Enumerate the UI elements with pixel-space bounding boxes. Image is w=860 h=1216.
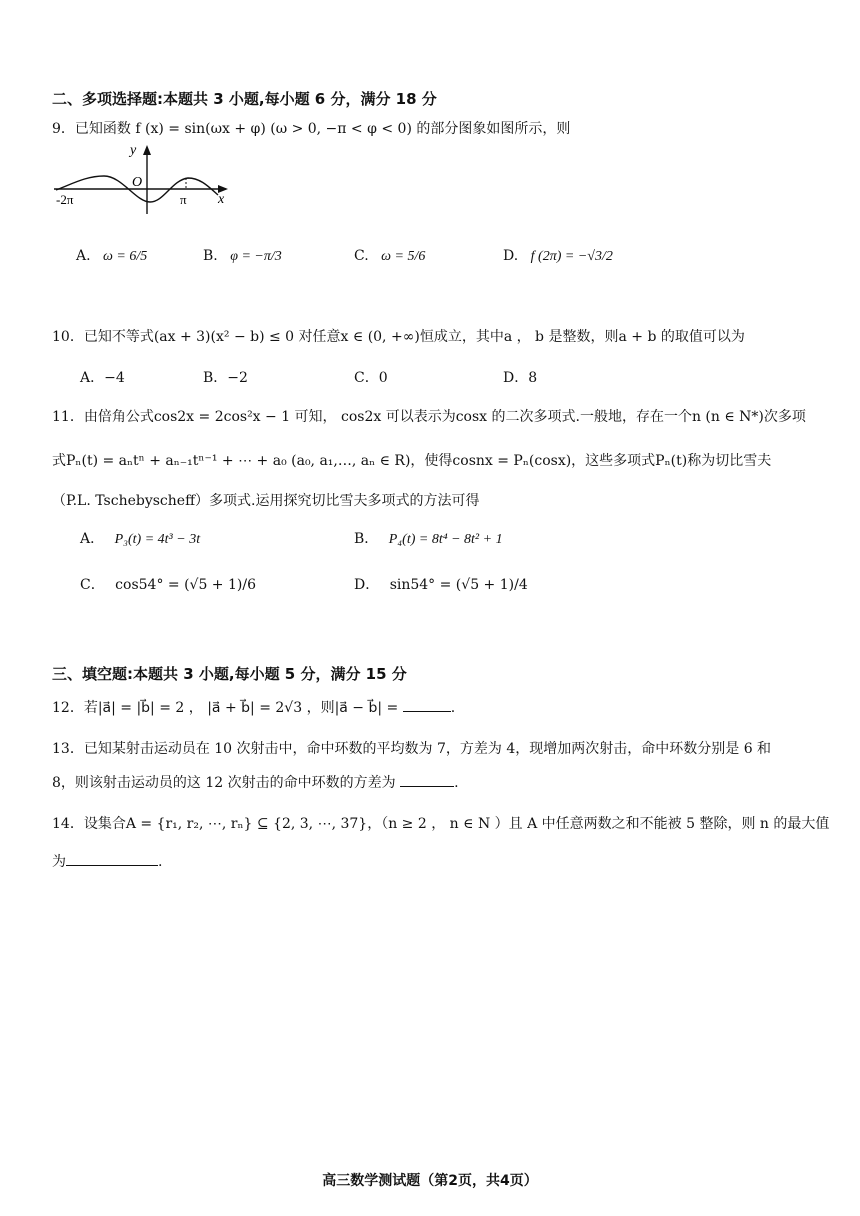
y-axis-label: y bbox=[130, 143, 137, 158]
option-text: −4 bbox=[104, 370, 125, 386]
option-text: sin54° = (√5 + 1)/4 bbox=[389, 577, 528, 593]
q14-answer-blank[interactable] bbox=[66, 851, 158, 866]
section-3-title: 三、填空题:本题共 3 小题,每小题 5 分，满分 15 分 bbox=[52, 665, 407, 683]
option-label: D. bbox=[503, 248, 519, 264]
tick-pi: π bbox=[180, 192, 187, 207]
option-text: P₃(t) = 4t³ − 3t bbox=[114, 532, 201, 547]
q9-option-d bbox=[503, 248, 613, 265]
section-2-title: 二、多项选择题:本题共 3 小题,每小题 6 分，满分 18 分 bbox=[52, 90, 437, 108]
origin-label: O bbox=[132, 175, 143, 190]
q14-line-1: 14．设集合A = {r₁, r₂, ⋯, rₙ} ⊆ {2, 3, ⋯, 37}，（n ≥ 2 ， n ∈ N ）且 A 中任意两数之和不能被 5 整除，则 n 的最大值 bbox=[52, 816, 830, 832]
option-text: P₄(t) = 8t⁴ − 8t² + 1 bbox=[388, 532, 503, 547]
option-label: C． bbox=[354, 370, 379, 386]
option-label: D． bbox=[354, 577, 380, 593]
option-label: C. bbox=[354, 248, 369, 264]
x-axis-label: x bbox=[218, 192, 225, 207]
option-text: φ = −π/3 bbox=[230, 249, 282, 264]
q10-option-c bbox=[354, 367, 388, 387]
q11-option-c bbox=[80, 574, 256, 594]
q10-option-d bbox=[503, 367, 537, 387]
option-label: C． bbox=[80, 577, 105, 593]
option-text: ω = 5/6 bbox=[381, 249, 426, 264]
q12-end: . bbox=[450, 700, 456, 716]
q12-stem: 12．若|a⃗| = |b⃗| = 2 ， |a⃗ + b⃗| = 2√3 ，则|a⃗ − b⃗| = bbox=[52, 700, 399, 716]
q9-option-c bbox=[354, 248, 425, 265]
q13-line-1: 13．已知某射击运动员在 10 次射击中，命中环数的平均数为 7，方差为 4，现增加两次射击，命中环数分别是 6 和 bbox=[52, 741, 772, 757]
q11-option-b bbox=[354, 528, 503, 548]
option-label: A. bbox=[76, 248, 91, 264]
q10-option-a bbox=[80, 367, 125, 387]
option-label: D． bbox=[503, 370, 529, 386]
q9-sine-graph bbox=[50, 140, 240, 216]
option-label: B. bbox=[203, 248, 218, 264]
q13-line-2-wrap bbox=[52, 772, 459, 792]
option-text: −2 bbox=[227, 370, 248, 386]
q10-option-b bbox=[203, 367, 248, 387]
q10-stem: 10．已知不等式(ax + 3)(x² − b) ≤ 0 对任意x ∈ (0, +∞)恒成立，其中a ， b 是整数，则a + b 的取值可以为 bbox=[52, 329, 745, 345]
q11-line-3: （P.L. Tschebyscheff）多项式.运用探究切比雪夫多项式的方法可得 bbox=[52, 493, 480, 509]
tick-minus-2pi: -2π bbox=[56, 192, 74, 207]
option-text: cos54° = (√5 + 1)/6 bbox=[115, 577, 256, 593]
q11-line-2: 式Pₙ(t) = aₙtⁿ + aₙ₋₁tⁿ⁻¹ + ⋯ + a₀ (a₀, a₁,…, aₙ ∈ R)，使得cosnx = Pₙ(cosx)，这些多项式Pₙ(t)称为切比雪夫 bbox=[52, 453, 772, 469]
q14-end: . bbox=[158, 854, 163, 870]
y-axis-arrow bbox=[143, 145, 151, 155]
q13-end: . bbox=[454, 775, 459, 791]
option-text: f (2π) = −√3/2 bbox=[530, 249, 613, 264]
q14-line-2-wrap bbox=[52, 851, 162, 871]
option-label: B． bbox=[203, 370, 228, 386]
q9-stem: 9．已知函数 f (x) = sin(ωx + φ) (ω > 0, −π < φ < 0) 的部分图象如图所示，则 bbox=[52, 121, 571, 137]
q9-option-b bbox=[203, 248, 282, 265]
option-text: 0 bbox=[378, 370, 388, 386]
option-text: 8 bbox=[528, 370, 538, 386]
option-label: A． bbox=[80, 370, 105, 386]
option-label: B． bbox=[354, 531, 379, 547]
q13-line-2: 8，则该射击运动员的这 12 次射击的命中环数的方差为 bbox=[52, 775, 396, 791]
q12 bbox=[52, 697, 455, 717]
q9-option-a bbox=[76, 248, 147, 265]
q14-line-2: 为 bbox=[52, 854, 66, 870]
option-label: A． bbox=[80, 531, 105, 547]
q11-option-a bbox=[80, 528, 200, 548]
q12-answer-blank[interactable] bbox=[403, 697, 451, 712]
q11-option-d bbox=[354, 574, 528, 594]
page-footer: 高三数学测试题（第2页，共4页） bbox=[322, 1173, 538, 1189]
q11-line-1: 11．由倍角公式cos2x = 2cos²x − 1 可知， cos2x 可以表示为cosx 的二次多项式.一般地，存在一个n (n ∈ N*)次多项 bbox=[52, 409, 806, 425]
option-text: ω = 6/5 bbox=[103, 249, 148, 264]
q13-answer-blank[interactable] bbox=[400, 772, 454, 787]
